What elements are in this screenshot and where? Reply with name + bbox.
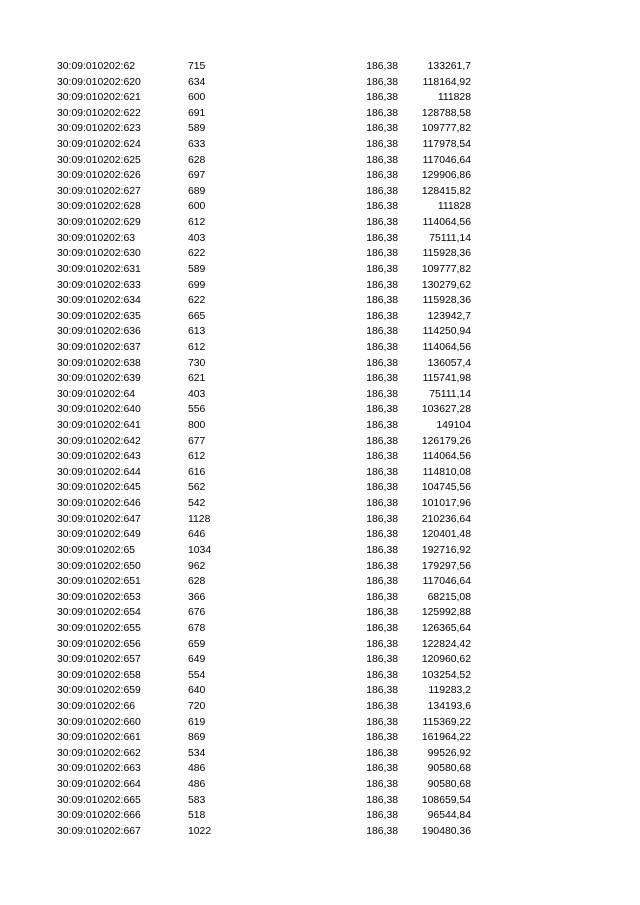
area-cell: 646 [188,529,206,541]
rate-cell: 186,38 [366,217,398,229]
table-row [0,418,640,434]
table-row [0,59,640,75]
value-cell: 114064,56 [422,451,471,463]
value-cell: 115928,36 [422,248,471,260]
area-cell: 1128 [188,513,211,525]
cadastral-number-cell: 30:09:010202:664 [57,779,141,791]
area-cell: 556 [188,404,206,416]
cadastral-number-cell: 30:09:010202:666 [57,810,141,822]
area-cell: 1034 [188,544,212,556]
table-row [0,387,640,403]
table-row [0,527,640,543]
value-cell: 128415,82 [421,185,471,197]
table-row [0,824,640,840]
value-cell: 101017,96 [421,498,471,510]
table-row [0,777,640,793]
rate-cell: 186,38 [366,420,398,432]
area-cell: 677 [188,435,206,447]
table-row [0,559,640,575]
rate-cell: 186,38 [366,170,398,182]
area-cell: 649 [188,654,206,666]
area-cell: 534 [188,747,206,759]
area-cell: 612 [188,451,206,463]
value-cell: 114064,56 [422,341,471,353]
table-row [0,793,640,809]
area-cell: 1022 [188,825,212,837]
rate-cell: 186,38 [366,498,398,510]
cadastral-number-cell: 30:09:010202:62 [57,61,136,72]
table-row [0,324,640,340]
rate-cell: 186,38 [366,451,398,463]
cadastral-number-cell: 30:09:010202:649 [57,529,141,541]
value-cell: 114250,94 [422,326,471,338]
cadastral-number-cell: 30:09:010202:64 [57,388,136,400]
area-cell: 800 [188,420,206,432]
area-cell: 600 [188,201,206,213]
rate-cell: 186,38 [366,435,398,447]
rate-cell: 186,38 [366,794,398,806]
table-row [0,231,640,247]
cadastral-number-cell: 30:09:010202:639 [57,373,141,385]
cadastral-number-cell: 30:09:010202:661 [57,732,141,744]
area-cell: 622 [188,295,206,307]
rate-cell: 186,38 [366,544,398,556]
cadastral-number-cell: 30:09:010202:653 [57,591,141,603]
value-cell: 190480,36 [421,825,471,837]
rate-cell: 186,38 [366,763,398,775]
value-cell: 75111,14 [429,388,471,400]
rate-cell: 186,38 [366,279,398,291]
area-cell: 403 [188,232,206,244]
rate-cell: 186,38 [366,700,398,712]
rate-cell: 186,38 [366,607,398,619]
value-cell: 115369,22 [422,716,471,728]
rate-cell: 186,38 [366,123,398,135]
value-cell: 117046,64 [422,576,471,588]
cadastral-number-cell: 30:09:010202:641 [57,420,141,432]
value-cell: 103254,52 [421,669,471,681]
value-cell: 96544,84 [427,810,471,822]
cadastral-number-cell: 30:09:010202:629 [57,217,141,229]
cadastral-number-cell: 30:09:010202:665 [57,794,141,806]
cadastral-number-cell: 30:09:010202:650 [57,560,141,572]
cadastral-number-cell: 30:09:010202:66 [57,700,136,712]
table-row [0,730,640,746]
cadastral-number-cell: 30:09:010202:623 [57,123,141,135]
value-cell: 114064,56 [422,217,471,229]
value-cell: 136057,4 [427,357,471,369]
cadastral-number-cell: 30:09:010202:628 [57,201,141,213]
cadastral-number-cell: 30:09:010202:622 [57,107,141,119]
area-cell: 730 [188,357,206,369]
value-cell: 129906,86 [421,170,471,182]
table-row [0,808,640,824]
cadastral-number-cell: 30:09:010202:663 [57,763,141,775]
value-cell: 210236,64 [421,513,471,525]
data-table [0,59,640,839]
cadastral-number-cell: 30:09:010202:662 [57,747,141,759]
value-cell: 109777,82 [421,263,471,275]
value-cell: 161964,22 [421,732,471,744]
table-row [0,153,640,169]
table-row [0,293,640,309]
table-row [0,137,640,153]
area-cell: 621 [188,373,206,385]
cadastral-number-cell: 30:09:010202:638 [57,357,141,369]
table-row [0,121,640,137]
rate-cell: 186,38 [366,529,398,541]
value-cell: 179297,56 [421,560,471,572]
value-cell: 117978,54 [422,139,471,151]
value-cell: 118164,92 [422,76,471,88]
cadastral-number-cell: 30:09:010202:630 [57,248,141,260]
table-row [0,246,640,262]
rate-cell: 186,38 [366,669,398,681]
value-cell: 90580,68 [427,779,471,791]
rate-cell: 186,38 [366,716,398,728]
cadastral-number-cell: 30:09:010202:644 [57,466,141,478]
value-cell: 115928,36 [422,295,471,307]
table-row [0,90,640,106]
value-cell: 126179,26 [421,435,471,447]
area-cell: 562 [188,482,206,494]
value-cell: 128788,58 [421,107,471,119]
area-cell: 678 [188,622,206,634]
cadastral-number-cell: 30:09:010202:640 [57,404,141,416]
area-cell: 659 [188,638,206,650]
rate-cell: 186,38 [366,825,398,837]
table-row [0,168,640,184]
rate-cell: 186,38 [366,107,398,119]
area-cell: 633 [188,139,206,151]
rate-cell: 186,38 [366,591,398,603]
value-cell: 126365,64 [421,622,471,634]
area-cell: 689 [188,185,206,197]
area-cell: 613 [188,326,206,338]
rate-cell: 186,38 [366,185,398,197]
value-cell: 192716,92 [421,544,471,556]
rate-cell: 186,38 [366,747,398,759]
rate-cell: 186,38 [366,654,398,666]
table-row [0,278,640,294]
value-cell: 125992,88 [421,607,471,619]
cadastral-number-cell: 30:09:010202:659 [57,685,141,697]
value-cell: 111828 [437,201,471,213]
value-cell: 99526,92 [427,747,471,759]
cadastral-number-cell: 30:09:010202:655 [57,622,141,634]
cadastral-number-cell: 30:09:010202:635 [57,310,141,322]
cadastral-number-cell: 30:09:010202:63 [57,232,136,244]
rate-cell: 186,38 [366,61,398,72]
rate-cell: 186,38 [366,154,398,166]
table-row [0,402,640,418]
cadastral-number-cell: 30:09:010202:626 [57,170,141,182]
cadastral-number-cell: 30:09:010202:642 [57,435,141,447]
rate-cell: 186,38 [366,388,398,400]
table-row [0,449,640,465]
cadastral-number-cell: 30:09:010202:658 [57,669,141,681]
table-row [0,496,640,512]
area-cell: 634 [188,76,206,88]
table-row [0,199,640,215]
rate-cell: 186,38 [366,76,398,88]
value-cell: 111828 [437,92,471,104]
cadastral-number-cell: 30:09:010202:624 [57,139,141,151]
value-cell: 120401,48 [421,529,471,541]
value-cell: 120960,62 [421,654,471,666]
rate-cell: 186,38 [366,685,398,697]
cadastral-number-cell: 30:09:010202:620 [57,76,141,88]
rate-cell: 186,38 [366,295,398,307]
rate-cell: 186,38 [366,560,398,572]
area-cell: 665 [188,310,206,322]
area-cell: 518 [188,810,206,822]
cadastral-number-cell: 30:09:010202:660 [57,716,141,728]
table-row [0,480,640,496]
area-cell: 640 [188,685,206,697]
rate-cell: 186,38 [366,263,398,275]
table-row [0,184,640,200]
rate-cell: 186,38 [366,466,398,478]
value-cell: 122824,42 [421,638,471,650]
area-cell: 366 [188,591,206,603]
value-cell: 90580,68 [427,763,471,775]
rate-cell: 186,38 [366,373,398,385]
cadastral-number-cell: 30:09:010202:651 [57,576,141,588]
table-row [0,590,640,606]
rate-cell: 186,38 [366,201,398,213]
value-cell: 109777,82 [421,123,471,135]
table-row [0,715,640,731]
cadastral-number-cell: 30:09:010202:65 [57,544,136,556]
value-cell: 117046,64 [422,154,471,166]
value-cell: 104745,56 [421,482,471,494]
area-cell: 583 [188,794,206,806]
rate-cell: 186,38 [366,576,398,588]
value-cell: 123942,7 [427,310,471,322]
table-row [0,309,640,325]
area-cell: 589 [188,123,206,135]
value-cell: 114810,08 [422,466,471,478]
rate-cell: 186,38 [366,310,398,322]
cadastral-number-cell: 30:09:010202:667 [57,825,141,837]
table-row [0,434,640,450]
value-cell: 134193,6 [427,700,471,712]
cadastral-number-cell: 30:09:010202:625 [57,154,141,166]
area-cell: 869 [188,732,206,744]
rate-cell: 186,38 [366,638,398,650]
area-cell: 622 [188,248,206,260]
cadastral-number-cell: 30:09:010202:656 [57,638,141,650]
area-cell: 619 [188,716,206,728]
rate-cell: 186,38 [366,92,398,104]
rate-cell: 186,38 [366,341,398,353]
area-cell: 720 [188,700,206,712]
table-row [0,699,640,715]
cadastral-number-cell: 30:09:010202:627 [57,185,141,197]
table-row [0,637,640,653]
area-cell: 628 [188,576,206,588]
table-row [0,668,640,684]
table-row [0,746,640,762]
rate-cell: 186,38 [366,732,398,744]
value-cell: 130279,62 [421,279,471,291]
cadastral-number-cell: 30:09:010202:637 [57,341,141,353]
value-cell: 68215,08 [427,591,471,603]
table-row [0,340,640,356]
rate-cell: 186,38 [366,248,398,260]
rate-cell: 186,38 [366,810,398,822]
cadastral-number-cell: 30:09:010202:631 [57,263,141,275]
table-row [0,465,640,481]
cadastral-number-cell: 30:09:010202:636 [57,326,141,338]
area-cell: 962 [188,560,206,572]
rate-cell: 186,38 [366,326,398,338]
area-cell: 699 [188,279,206,291]
area-cell: 691 [188,107,206,119]
area-cell: 612 [188,217,206,229]
value-cell: 75111,14 [429,232,471,244]
table-row [0,761,640,777]
table-row [0,652,640,668]
area-cell: 554 [188,669,206,681]
table-row [0,215,640,231]
area-cell: 542 [188,498,206,510]
cadastral-number-cell: 30:09:010202:633 [57,279,141,291]
value-cell: 133261,7 [427,61,471,72]
area-cell: 403 [188,388,206,400]
cadastral-number-cell: 30:09:010202:654 [57,607,141,619]
area-cell: 697 [188,170,206,182]
area-cell: 600 [188,92,206,104]
table-row [0,574,640,590]
table-row [0,543,640,559]
area-cell: 486 [188,779,206,791]
table-row [0,75,640,91]
rate-cell: 186,38 [366,779,398,791]
rate-cell: 186,38 [366,232,398,244]
value-cell: 115741,98 [422,373,471,385]
area-cell: 628 [188,154,206,166]
area-cell: 715 [188,61,206,72]
value-cell: 103627,28 [421,404,471,416]
table-row [0,512,640,528]
area-cell: 616 [188,466,206,478]
table-row [0,356,640,372]
value-cell: 149104 [436,420,471,432]
value-cell: 119283,2 [428,685,471,697]
table-row [0,683,640,699]
cadastral-number-cell: 30:09:010202:621 [57,92,141,104]
table-row [0,621,640,637]
cadastral-number-cell: 30:09:010202:657 [57,654,141,666]
table-row [0,605,640,621]
cadastral-number-cell: 30:09:010202:647 [57,513,141,525]
rate-cell: 186,38 [366,482,398,494]
area-cell: 589 [188,263,206,275]
rate-cell: 186,38 [366,513,398,525]
cadastral-number-cell: 30:09:010202:634 [57,295,141,307]
value-cell: 108659,54 [421,794,471,806]
table-row [0,371,640,387]
cadastral-number-cell: 30:09:010202:645 [57,482,141,494]
table-row [0,262,640,278]
rate-cell: 186,38 [366,357,398,369]
cadastral-number-cell: 30:09:010202:646 [57,498,141,510]
cadastral-number-cell: 30:09:010202:643 [57,451,141,463]
rate-cell: 186,38 [366,622,398,634]
area-cell: 486 [188,763,206,775]
area-cell: 676 [188,607,206,619]
rate-cell: 186,38 [366,139,398,151]
rate-cell: 186,38 [366,404,398,416]
area-cell: 612 [188,341,206,353]
table-row [0,106,640,122]
